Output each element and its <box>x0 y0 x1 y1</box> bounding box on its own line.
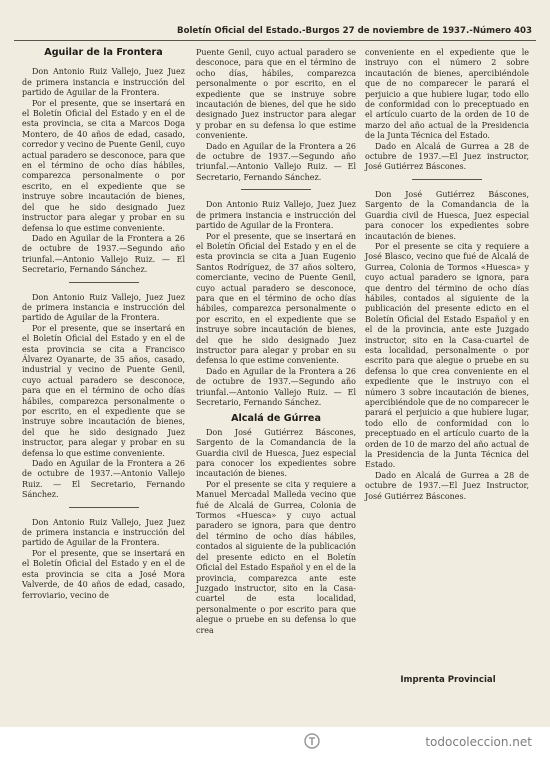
header-title: Boletín Oficial del Estado.-Burgos 27 de noviembre de 1937.-Número 403 <box>177 26 532 36</box>
separator-rule <box>69 507 139 508</box>
column-2 <box>196 48 356 636</box>
edict-heading: Don Antonio Ruiz Vallejo, Juez Juez de primera instancia e instrucción del partido de Aguilar de la Frontera. <box>196 200 356 231</box>
separator-rule <box>69 282 139 283</box>
section-title: Alcalá de Gúrrea <box>231 413 321 425</box>
brand-logo-icon <box>304 733 320 749</box>
edict-body: Por el presente se cita y requiere a Manuel Mercadal Malleda vecino que fué de Alcalá de Gurrea, Colonia de Tormos «Huesca» y cuyo actual paradero se ignora, para que dentro del término de ocho días hábiles, contados al siguiente de la publicación del presente edicto en el Boletín Oficial del Estado Español y en el de la provincia, comparezca ante este Juzgado instructor, sito en la Casa-cuartel de esta localidad, personalmente o por escrito para que alegue o pruebe en su defensa lo que crea <box>196 479 356 635</box>
edict-signature: Dado en Aguilar de la Frontera a 26 de octubre de 1937.—Antonio Vallejo Ruiz. — El Secretario, Fernando Sánchez. <box>22 459 185 500</box>
edict-body: Por el presente, que se insertará en el Boletín Oficial del Estado y en el de esta provincia se cita a José Mora Valverde, de 40 años de edad, casado, ferroviario, vecino de <box>22 548 185 600</box>
column-1 <box>22 48 185 601</box>
section-title: Aguilar de la Frontera <box>44 47 163 58</box>
edict-signature: Dado en Aguilar de la Frontera a 26 de octubre de 1937.—Segundo año triunfal.—Antonio Vallejo Ruiz. — El Secretario, Fernando Sánchez. <box>22 233 185 275</box>
edict-body: Por el presente, que se insertará en el Boletín Oficial del Estado y en el de esta provincia, se cita a Marcos Doga Montero, de 40 años de edad, casado, corredor y vecino de Puente Genil, cuyo actual paradero se desconoce, para que en el término de ocho días hábiles, comparezca personalmente o por escrito, en el expediente que se instruye sobre incautación de bienes, del que he sido designado Juez instructor para alegar y probar en su defensa lo que estime conveniente. <box>22 98 185 233</box>
watermark-text: todocoleccion.net <box>425 735 532 749</box>
edict-body: conveniente en el expediente que le instruyo con el número 2 sobre incautación de bienes, apercibiéndole que de no comparecer le parará el perjuicio a que hubiere lugar, todo ello de conformidad con lo preceptuado en el artículo cuarto de la orden de 10 de marzo del año actual de la Presidencia de la Junta Técnica del Estado. <box>365 48 529 141</box>
edict-body: Por el presente se cita y requiere a José Blasco, vecino que fué de Alcalá de Gurrea, Colonia de Tormos «Huesca» y cuyo actual paradero se ignora, para que dentro del término de ocho días hábiles, contados al siguiente de la publicación del presente edicto en el Boletín Oficial del Estado Español y en el de la provincia, ante este Juzgado instructor, sito en la Casa-cuartel de esta localidad, personalmente o por escrito para que alegue o pruebe en su defensa lo que crea conveniente en el expediente que le instruyo con el número 3 sobre incautación de bienes, apercibiéndole que de no comparecer le parará el perjuicio a que hubiere lugar, todo ello de conformidad con lo preceptuado en el artículo cuarto de la orden de 10 de marzo del año actual de la Presidencia de la Junta Técnica del Estado. <box>365 241 529 470</box>
edict-heading: Don José Gutiérrez Báscones, Sargento de la Comandancia de la Guardia civil de Huesca, Juez especial para conocer los expedientes sobre incautación de bienes. <box>365 189 529 241</box>
edict-heading: Don Antonio Ruiz Vallejo, Juez Juez de primera instancia e instrucción del partido de Aguilar de la Frontera. <box>22 517 185 548</box>
edict-heading: Don Antonio Ruiz Vallejo, Juez Juez de primera instancia e instrucción del partido de Aguilar de la Frontera. <box>22 292 185 323</box>
edict-heading: Don José Gutiérrez Báscones, Sargento de la Comandancia de la Guardia civil de Huesca, Juez especial para conocer los expedientes sobre incautación de bienes. <box>196 427 356 479</box>
separator-rule <box>412 179 482 180</box>
edict-signature: Dado en Aguilar de la Frontera a 26 de octubre de 1937.—Segundo año triunfal.—Antonio Vallejo Ruiz. — El Secretario, Fernando Sánchez. <box>196 141 356 182</box>
watermark-bar <box>0 727 550 757</box>
page-header <box>14 26 536 38</box>
printer-imprint: Imprenta Provincial <box>400 675 496 685</box>
separator-rule <box>241 189 311 190</box>
column-3 <box>365 48 529 502</box>
edict-signature: Dado en Alcalá de Gurrea a 28 de octubre de 1937.—El Juez Instructor, José Gutiérrez Báscones. <box>365 470 529 501</box>
header-rule <box>14 40 536 41</box>
edict-signature: Dado en Aguilar de la Frontera a 26 de octubre de 1937.—Segundo año triunfal.—Antonio Vallejo Ruiz. — El Secretario, Fernando Sánchez. <box>196 366 356 407</box>
edict-heading: Don Antonio Ruiz Vallejo, Juez Juez de primera instancia e instrucción del partido de Aguilar de la Frontera. <box>22 67 185 98</box>
edict-signature: Dado en Alcalá de Gurrea a 28 de octubre de 1937.—El Juez instructor, José Gutiérrez Báscones. <box>365 141 529 172</box>
edict-body: Por el presente, que se insertará en el Boletín Oficial del Estado y en el de esta provincia se cita a Francisco Álvarez Oyanarte, de 35 años, casado, industrial y vecino de Puente Genil, cuyo actual paradero se desconoce, para que en el término de ocho días hábiles, comparezca personalmente o por escrito, en el expediente que se instruye sobre incautación de bienes, del que he sido designado Juez instructor, para alegar y probar en su defensa lo que estime conveniente. <box>22 323 185 458</box>
edict-body: Por el presente, que se insertará en el Boletín Oficial del Estado y en el de esta provincia se cita a Juan Eugenio Santos Rodríguez, de 37 años soltero, comerciante, vecino de Puente Genil, cuyo actual paradero se desconoce, para que en el término de ocho días hábiles, comparezca personalmente o por escrito, en el expediente que se instruye sobre incautación de bienes, del que he sido designado Juez instructor para alegar y probar en su defensa lo que estime conveniente. <box>196 231 356 366</box>
edict-body: Puente Genil, cuyo actual paradero se desconoce, para que en el término de ocho días, hábiles, comparezca personalmente o por escrito, en el expediente que se instruye sobre incautación de bienes, del que he sido designado Juez instructor para alegar y probar en su defensa lo que estime conveniente. <box>196 48 356 141</box>
